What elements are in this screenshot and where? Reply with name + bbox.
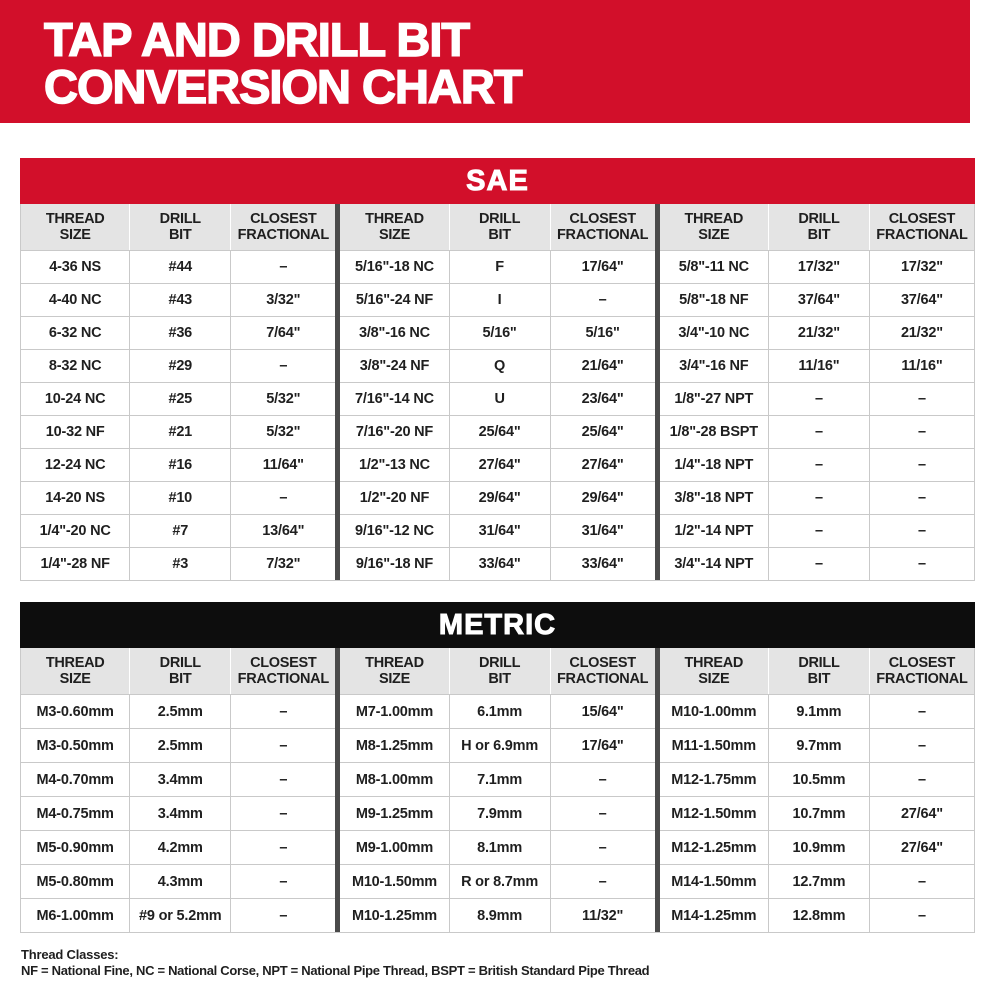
table-row: [340, 382, 654, 415]
column-header-drill-bit: [449, 648, 550, 694]
cell-thread-size: 1/8"-28 BSPT: [669, 424, 758, 440]
title-banner: [0, 0, 970, 123]
cell-drill-bit: 12.8mm: [768, 899, 869, 932]
table-row: [340, 448, 654, 481]
cell-drill-bit: 25/64": [449, 416, 550, 448]
column-header-line1: THREAD: [45, 211, 105, 227]
cell-thread-size: 5/16"-18 NC: [355, 259, 434, 275]
column-header-line1: THREAD: [365, 655, 424, 671]
cell-closest-fractional: 11/16": [869, 350, 974, 382]
cell-thread-size: 8-32 NC: [48, 358, 102, 374]
column-header-line2: BIT: [169, 671, 192, 687]
column-header-line2: BIT: [807, 671, 831, 687]
table-row: [660, 283, 974, 316]
table-row: [660, 316, 974, 349]
footer-legend: NF = National Fine, NC = National Corse, NPT = National Pipe Thread, BSPT = British Standard Pipe Thread: [21, 963, 650, 978]
cell-closest-fractional: 17/64": [550, 251, 655, 283]
cell-drill-bit: 9.7mm: [768, 729, 869, 762]
cell-drill-bit: 33/64": [449, 548, 550, 580]
table-row: [660, 382, 974, 415]
cell-thread-size: 14-20 NS: [45, 490, 105, 506]
cell-drill-bit: 12.7mm: [768, 865, 869, 898]
cell-thread-size: 1/8"-27 NPT: [674, 391, 754, 407]
table-row: [21, 694, 335, 728]
cell-closest-fractional: 27/64": [869, 797, 974, 830]
cell-drill-bit: #3: [129, 548, 230, 580]
table-row: [340, 349, 654, 382]
table-row: [660, 415, 974, 448]
cell-drill-bit: R or 8.7mm: [449, 865, 550, 898]
column-header-thread-size: [660, 204, 768, 250]
cell-closest-fractional: –: [230, 695, 335, 728]
cell-drill-bit: 4.2mm: [129, 831, 230, 864]
column-header-line2: FRACTIONAL: [237, 227, 329, 243]
column-header-line1: THREAD: [684, 655, 744, 671]
cell-closest-fractional: 3/32": [230, 284, 335, 316]
cell-drill-bit: I: [449, 284, 550, 316]
cell-thread-size: 3/8"-18 NPT: [674, 490, 754, 506]
cell-thread-size: M10-1.50mm: [351, 873, 437, 890]
cell-closest-fractional: 11/32": [550, 899, 655, 932]
cell-thread-size: M6-1.00mm: [36, 907, 114, 924]
cell-closest-fractional: 33/64": [550, 548, 655, 580]
cell-closest-fractional: –: [550, 831, 655, 864]
table-row: [660, 481, 974, 514]
table-row: [340, 514, 654, 547]
table-row: [340, 316, 654, 349]
cell-closest-fractional: 17/32": [869, 251, 974, 283]
cell-thread-size: 5/8"-11 NC: [678, 259, 749, 275]
table-row: [21, 796, 335, 830]
table-row: [340, 728, 654, 762]
cell-thread-size: M5-0.80mm: [36, 873, 114, 890]
column-header-line1: DRILL: [478, 211, 521, 227]
table-row: [340, 898, 654, 932]
table-row: [21, 283, 335, 316]
column-header-drill-bit: [768, 648, 869, 694]
cell-thread-size: M14-1.25mm: [671, 907, 757, 924]
cell-drill-bit: 7.9mm: [449, 797, 550, 830]
table-row: [340, 864, 654, 898]
cell-thread-size: 1/4"-28 NF: [40, 556, 110, 572]
sae-section-header: SAE: [20, 158, 975, 204]
column-header-row: [660, 648, 974, 694]
cell-thread-size: M3-0.60mm: [36, 703, 114, 720]
table-row: [21, 349, 335, 382]
cell-drill-bit: 10.5mm: [768, 763, 869, 796]
column-header-drill-bit: [129, 204, 230, 250]
table-row: [21, 448, 335, 481]
cell-closest-fractional: –: [230, 763, 335, 796]
table-row: [21, 898, 335, 932]
footer-heading: Thread Classes:: [21, 947, 119, 962]
table-row: [21, 382, 335, 415]
cell-closest-fractional: –: [230, 251, 335, 283]
column-header-thread-size: [21, 204, 129, 250]
column-header-row: [21, 204, 335, 250]
page-title-line2: CONVERSION CHART: [44, 60, 522, 113]
cell-drill-bit: 8.9mm: [449, 899, 550, 932]
cell-closest-fractional: 7/32": [230, 548, 335, 580]
column-header-line2: FRACTIONAL: [556, 227, 649, 243]
cell-drill-bit: –: [768, 548, 869, 580]
cell-drill-bit: 5/16": [449, 317, 550, 349]
table-group: [655, 648, 974, 932]
column-header-line2: FRACTIONAL: [876, 227, 968, 243]
table-row: [660, 898, 974, 932]
cell-closest-fractional: 5/16": [550, 317, 655, 349]
column-header-line1: DRILL: [478, 655, 521, 671]
column-header-thread-size: [340, 648, 448, 694]
metric-section-header: METRIC: [20, 602, 975, 648]
table-row: [21, 547, 335, 580]
cell-thread-size: 1/2"-14 NPT: [674, 523, 754, 539]
table-row: [340, 250, 654, 283]
cell-thread-size: 9/16"-12 NC: [355, 523, 434, 539]
column-header-line2: SIZE: [698, 227, 730, 243]
cell-closest-fractional: –: [230, 865, 335, 898]
column-header-thread-size: [340, 204, 448, 250]
cell-thread-size: 1/4"-18 NPT: [674, 457, 754, 473]
cell-closest-fractional: –: [869, 482, 974, 514]
table-row: [340, 830, 654, 864]
cell-thread-size: 9/16"-18 NF: [355, 556, 434, 572]
cell-thread-size: 5/8"-18 NF: [679, 292, 749, 308]
table-row: [21, 728, 335, 762]
cell-thread-size: 3/4"-10 NC: [678, 325, 750, 341]
cell-thread-size: 3/4"-16 NF: [679, 358, 749, 374]
table-row: [21, 830, 335, 864]
cell-thread-size: M8-1.25mm: [355, 737, 434, 754]
cell-closest-fractional: –: [869, 729, 974, 762]
cell-closest-fractional: 31/64": [550, 515, 655, 547]
cell-drill-bit: #9 or 5.2mm: [129, 899, 230, 932]
cell-drill-bit: –: [768, 383, 869, 415]
cell-thread-size: 3/4"-14 NPT: [674, 556, 754, 572]
cell-drill-bit: –: [768, 416, 869, 448]
cell-drill-bit: 9.1mm: [768, 695, 869, 728]
cell-closest-fractional: 21/32": [869, 317, 974, 349]
cell-drill-bit: –: [768, 482, 869, 514]
metric-section: [20, 602, 975, 933]
table-row: [660, 514, 974, 547]
cell-drill-bit: #36: [129, 317, 230, 349]
cell-closest-fractional: –: [230, 899, 335, 932]
cell-thread-size: M12-1.25mm: [671, 839, 757, 856]
column-header-line1: CLOSEST: [569, 655, 636, 671]
table-row: [21, 514, 335, 547]
cell-closest-fractional: –: [869, 449, 974, 481]
cell-closest-fractional: 13/64": [230, 515, 335, 547]
table-row: [340, 694, 654, 728]
cell-drill-bit: #7: [129, 515, 230, 547]
table-row: [660, 796, 974, 830]
cell-drill-bit: #44: [129, 251, 230, 283]
table-group: [21, 648, 335, 932]
column-header-line2: FRACTIONAL: [876, 671, 968, 687]
column-header-line1: DRILL: [159, 211, 201, 227]
column-header-line2: BIT: [488, 671, 511, 687]
column-header-line2: BIT: [807, 227, 831, 243]
cell-thread-size: 3/8"-24 NF: [359, 358, 430, 374]
cell-closest-fractional: 5/32": [230, 416, 335, 448]
cell-drill-bit: #21: [129, 416, 230, 448]
cell-drill-bit: H or 6.9mm: [449, 729, 550, 762]
cell-closest-fractional: 7/64": [230, 317, 335, 349]
column-header-row: [660, 204, 974, 250]
sae-table: [20, 204, 975, 581]
cell-drill-bit: Q: [449, 350, 550, 382]
cell-closest-fractional: –: [550, 865, 655, 898]
cell-closest-fractional: 25/64": [550, 416, 655, 448]
cell-thread-size: M4-0.70mm: [36, 771, 114, 788]
table-row: [21, 762, 335, 796]
cell-closest-fractional: 17/64": [550, 729, 655, 762]
table-row: [660, 864, 974, 898]
cell-thread-size: M10-1.00mm: [671, 703, 757, 720]
table-row: [340, 415, 654, 448]
cell-thread-size: 5/16"-24 NF: [355, 292, 434, 308]
column-header-drill-bit: [768, 204, 869, 250]
table-row: [660, 694, 974, 728]
cell-drill-bit: #10: [129, 482, 230, 514]
cell-thread-size: 4-40 NC: [48, 292, 102, 308]
column-header-line1: CLOSEST: [888, 655, 956, 671]
column-header-row: [21, 648, 335, 694]
cell-drill-bit: 6.1mm: [449, 695, 550, 728]
cell-closest-fractional: 37/64": [869, 284, 974, 316]
cell-closest-fractional: 29/64": [550, 482, 655, 514]
table-row: [21, 864, 335, 898]
footer-notes: [21, 947, 649, 979]
cell-drill-bit: #29: [129, 350, 230, 382]
cell-closest-fractional: –: [869, 865, 974, 898]
table-row: [660, 349, 974, 382]
cell-drill-bit: 3.4mm: [129, 763, 230, 796]
cell-thread-size: M11-1.50mm: [671, 737, 756, 754]
table-row: [660, 830, 974, 864]
cell-drill-bit: 11/16": [768, 350, 869, 382]
cell-drill-bit: 37/64": [768, 284, 869, 316]
column-header-line2: FRACTIONAL: [237, 671, 329, 687]
cell-thread-size: M5-0.90mm: [36, 839, 114, 856]
cell-drill-bit: –: [768, 515, 869, 547]
cell-drill-bit: 8.1mm: [449, 831, 550, 864]
table-row: [21, 316, 335, 349]
column-header-line2: BIT: [169, 227, 192, 243]
column-header-line1: CLOSEST: [250, 655, 317, 671]
table-row: [21, 415, 335, 448]
cell-thread-size: M7-1.00mm: [355, 703, 434, 720]
column-header-line2: SIZE: [698, 671, 730, 687]
table-group: [655, 204, 974, 580]
column-header-line1: THREAD: [365, 211, 424, 227]
cell-drill-bit: 2.5mm: [129, 695, 230, 728]
cell-closest-fractional: 11/64": [230, 449, 335, 481]
table-row: [660, 762, 974, 796]
cell-closest-fractional: –: [550, 797, 655, 830]
table-row: [340, 796, 654, 830]
cell-closest-fractional: –: [230, 350, 335, 382]
cell-closest-fractional: –: [869, 383, 974, 415]
column-header-line1: THREAD: [45, 655, 105, 671]
cell-drill-bit: #25: [129, 383, 230, 415]
table-row: [340, 481, 654, 514]
column-header-row: [340, 648, 654, 694]
column-header-line1: THREAD: [684, 211, 744, 227]
column-header-closest-fractional: [869, 204, 974, 250]
cell-drill-bit: 3.4mm: [129, 797, 230, 830]
cell-closest-fractional: 27/64": [869, 831, 974, 864]
cell-drill-bit: 10.9mm: [768, 831, 869, 864]
metric-table: [20, 648, 975, 933]
cell-drill-bit: #43: [129, 284, 230, 316]
cell-thread-size: 7/16"-14 NC: [355, 391, 434, 407]
cell-closest-fractional: –: [869, 548, 974, 580]
column-header-line2: SIZE: [378, 671, 410, 687]
column-header-closest-fractional: [230, 204, 335, 250]
column-header-thread-size: [660, 648, 768, 694]
column-header-line1: CLOSEST: [250, 211, 317, 227]
cell-closest-fractional: –: [230, 797, 335, 830]
column-header-drill-bit: [129, 648, 230, 694]
table-row: [340, 547, 654, 580]
cell-drill-bit: 27/64": [449, 449, 550, 481]
table-row: [21, 481, 335, 514]
cell-closest-fractional: 23/64": [550, 383, 655, 415]
cell-thread-size: M3-0.50mm: [36, 737, 114, 754]
cell-closest-fractional: –: [550, 763, 655, 796]
cell-closest-fractional: –: [869, 416, 974, 448]
cell-drill-bit: U: [449, 383, 550, 415]
column-header-thread-size: [21, 648, 129, 694]
cell-drill-bit: F: [449, 251, 550, 283]
table-group: [335, 204, 654, 580]
cell-closest-fractional: –: [550, 284, 655, 316]
cell-drill-bit: –: [768, 449, 869, 481]
column-header-line2: FRACTIONAL: [556, 671, 649, 687]
cell-thread-size: 4-36 NS: [49, 259, 102, 275]
table-row: [660, 448, 974, 481]
column-header-line2: BIT: [488, 227, 511, 243]
cell-thread-size: M12-1.50mm: [671, 805, 757, 822]
column-header-closest-fractional: [550, 648, 655, 694]
cell-drill-bit: 31/64": [449, 515, 550, 547]
column-header-line2: SIZE: [59, 227, 91, 243]
column-header-drill-bit: [449, 204, 550, 250]
cell-closest-fractional: –: [869, 899, 974, 932]
cell-closest-fractional: –: [869, 763, 974, 796]
column-header-closest-fractional: [550, 204, 655, 250]
column-header-line1: DRILL: [798, 211, 840, 227]
cell-closest-fractional: –: [230, 831, 335, 864]
cell-thread-size: 1/2"-20 NF: [359, 490, 430, 506]
column-header-line1: DRILL: [159, 655, 201, 671]
cell-thread-size: M12-1.75mm: [671, 771, 757, 788]
table-group: [21, 204, 335, 580]
page-title: [44, 13, 522, 113]
cell-drill-bit: 10.7mm: [768, 797, 869, 830]
cell-drill-bit: 29/64": [449, 482, 550, 514]
table-row: [340, 283, 654, 316]
cell-closest-fractional: 5/32": [230, 383, 335, 415]
cell-drill-bit: 21/32": [768, 317, 869, 349]
cell-thread-size: 6-32 NC: [48, 325, 102, 341]
cell-drill-bit: 17/32": [768, 251, 869, 283]
cell-drill-bit: #16: [129, 449, 230, 481]
cell-closest-fractional: 15/64": [550, 695, 655, 728]
cell-thread-size: 10-32 NF: [45, 424, 105, 440]
cell-closest-fractional: –: [230, 729, 335, 762]
column-header-line2: SIZE: [378, 227, 410, 243]
cell-thread-size: M8-1.00mm: [355, 771, 434, 788]
cell-thread-size: 1/4"-20 NC: [39, 523, 111, 539]
table-row: [660, 547, 974, 580]
table-row: [21, 250, 335, 283]
cell-closest-fractional: –: [869, 515, 974, 547]
cell-thread-size: M10-1.25mm: [351, 907, 437, 924]
column-header-row: [340, 204, 654, 250]
cell-thread-size: M9-1.00mm: [355, 839, 434, 856]
column-header-line1: CLOSEST: [569, 211, 636, 227]
cell-drill-bit: 4.3mm: [129, 865, 230, 898]
cell-thread-size: 3/8"-16 NC: [358, 325, 430, 341]
table-row: [340, 762, 654, 796]
column-header-line1: CLOSEST: [888, 211, 956, 227]
cell-thread-size: 10-24 NC: [44, 391, 106, 407]
table-row: [660, 728, 974, 762]
table-group: [335, 648, 654, 932]
cell-drill-bit: 2.5mm: [129, 729, 230, 762]
cell-thread-size: M4-0.75mm: [36, 805, 114, 822]
cell-thread-size: 12-24 NC: [44, 457, 106, 473]
column-header-closest-fractional: [869, 648, 974, 694]
page-title-line1: TAP AND DRILL BIT: [44, 13, 470, 66]
cell-thread-size: 7/16"-20 NF: [355, 424, 434, 440]
cell-closest-fractional: 27/64": [550, 449, 655, 481]
table-row: [660, 250, 974, 283]
cell-thread-size: M9-1.25mm: [355, 805, 434, 822]
cell-closest-fractional: –: [230, 482, 335, 514]
column-header-closest-fractional: [230, 648, 335, 694]
cell-thread-size: M14-1.50mm: [671, 873, 757, 890]
cell-drill-bit: 7.1mm: [449, 763, 550, 796]
column-header-line2: SIZE: [59, 671, 91, 687]
column-header-line1: DRILL: [798, 655, 840, 671]
sae-section: [20, 158, 975, 581]
cell-thread-size: 1/2"-13 NC: [358, 457, 430, 473]
cell-closest-fractional: –: [869, 695, 974, 728]
cell-closest-fractional: 21/64": [550, 350, 655, 382]
